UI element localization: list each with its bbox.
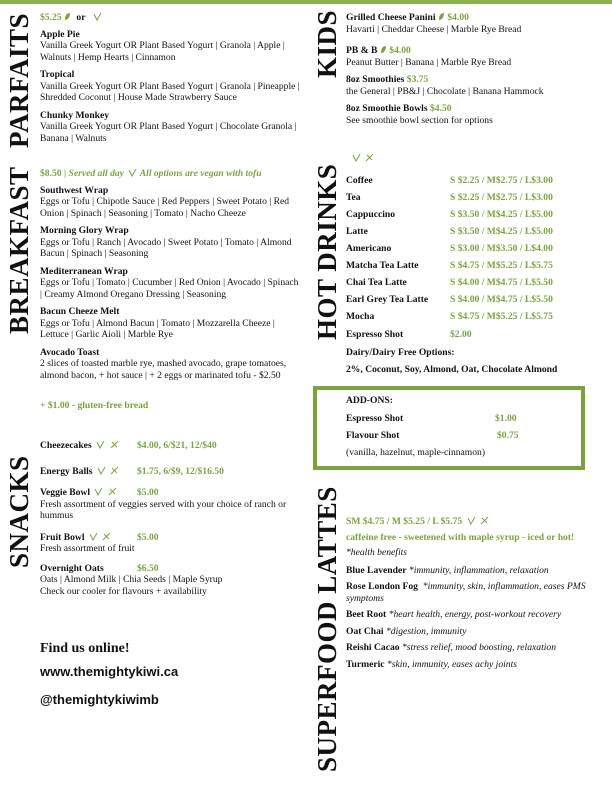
item-desc: See smoothie bowl section for options	[346, 114, 493, 126]
find-us-online: Find us online!	[40, 641, 130, 656]
item-name: PB & B	[346, 45, 378, 56]
section-title-snacks: SNACKS	[4, 455, 34, 568]
item-name: Fruit Bowl	[40, 531, 85, 543]
menu-item	[40, 347, 302, 382]
menu-item	[40, 563, 302, 598]
drink-price: S $4.00 / M$4.75 / L$5.50	[450, 277, 553, 288]
latte-benefits: *immunity, skin, inflammation, eases PMS symptoms	[346, 581, 586, 604]
latte-item	[346, 565, 608, 577]
breakfast-section	[40, 168, 302, 387]
drink-row	[346, 175, 606, 189]
addon-name: Espresso Shot	[346, 413, 404, 424]
latte-item	[346, 642, 608, 654]
menu-item	[40, 306, 302, 341]
item-name: Cheezecakes	[40, 440, 92, 451]
drink-name: Espresso Shot	[346, 329, 404, 340]
item-name: Chunky Monkey	[40, 109, 110, 121]
item-name: Energy Balls	[40, 466, 93, 477]
drink-price: S $3.50 / M$4.25 / L$5.00	[450, 226, 553, 237]
drink-row	[346, 329, 606, 343]
latte-item	[346, 581, 608, 604]
item-desc: Eggs or Tofu | Tomato | Cucumber | Red Onion | Avocado | Spinach | Creamy Almond Oregano Dressing | Seasoning	[40, 277, 299, 300]
menu-item	[40, 266, 302, 301]
parfaits-or: or	[76, 12, 86, 23]
drink-price: S $4.75 / M$5.25 / L$5.75	[450, 260, 553, 271]
latte-benefits: *immunity, inflammation, relaxation	[408, 564, 549, 576]
vegan-icon	[93, 12, 102, 21]
drink-price: S $4.75 / M$5.25 / L$5.75	[450, 311, 553, 322]
drink-row	[346, 226, 606, 240]
parfaits-price: $5.25	[40, 12, 62, 23]
item-name: Morning Glory Wrap	[40, 225, 129, 236]
section-title-hot-drinks: HOT DRINKS	[312, 163, 342, 340]
item-desc: Vanilla Greek Yogurt OR Plant Based Yogurt | Granola | Apple | Walnuts | Hemp Hearts | Cinnamon	[40, 40, 285, 63]
menu-item	[40, 29, 302, 64]
addon-note: (vanilla, hazelnut, maple-cinnamon)	[346, 447, 486, 458]
item-name: Bacun Cheeze Melt	[40, 306, 120, 317]
leaf-icon	[64, 12, 71, 21]
menu-item	[40, 487, 302, 522]
item-name: Avocado Toast	[40, 346, 100, 358]
item-price: $6.50	[137, 562, 159, 574]
section-title-kids: KIDS	[312, 9, 342, 78]
item-name: Southwest Wrap	[40, 184, 109, 196]
item-price: $4.00	[389, 45, 411, 56]
gluten-free-note: + $1.00 - gluten-free bread	[40, 400, 149, 411]
superfood-section	[346, 516, 608, 675]
item-desc-2: Check our cooler for flavours + availability	[40, 585, 207, 597]
superfood-price: SM $4.75 / M $5.25 / L $5.75	[346, 516, 463, 527]
item-desc: Eggs or Tofu | Ranch | Avocado | Sweet Potato | Tomato | Almond Bacun | Spinach | Seasoning	[40, 236, 292, 259]
top-accent-bar	[0, 0, 612, 4]
addon-price: $1.00	[495, 413, 517, 424]
item-desc: Eggs or Tofu | Chipotle Sauce | Red Peppers | Sweet Potato | Red Onion | Spinach | Seasoning | Tomato | Nacho Cheeze	[40, 196, 290, 219]
item-price: $3.75	[406, 74, 429, 85]
leaf-icon	[380, 45, 387, 54]
item-desc: Oats | Almond Milk | Chia Seeds | Maple Syrup	[40, 574, 223, 585]
latte-item	[346, 609, 608, 621]
item-name: Tropical	[40, 69, 75, 80]
item-desc: Fresh assortment of veggies served with your choice of ranch or hummus	[40, 498, 287, 521]
item-price: $1.75, 6/$9, 12/$16.50	[137, 466, 224, 477]
breakfast-price: $8.50 |	[40, 168, 67, 179]
gluten-free-icon	[365, 153, 374, 162]
drink-name: Chai Tea Latte	[346, 277, 407, 288]
item-desc: Fresh assortment of fruit	[40, 543, 135, 554]
menu-item	[40, 69, 302, 104]
latte-item	[346, 659, 608, 671]
dairy-options-list: 2%, Coconut, Soy, Almond, Oat, Chocolate Almond	[346, 364, 558, 375]
drink-row	[346, 277, 606, 291]
latte-name: Oat Chai	[346, 625, 384, 637]
drink-row	[346, 260, 606, 274]
menu-item	[346, 12, 606, 35]
menu-item	[40, 110, 302, 145]
item-price: $5.00	[137, 487, 159, 498]
drink-price: $2.00	[450, 329, 472, 340]
item-name: Apple Pie	[40, 28, 80, 40]
drink-name: Matcha Tea Latte	[346, 260, 419, 271]
vegan-icon	[467, 516, 476, 525]
drink-price: S $4.00 / M$4.75 / L$5.50	[450, 294, 553, 305]
drink-name: Tea	[346, 192, 361, 203]
drink-name: Latte	[346, 226, 368, 237]
superfood-benefits-note: *health benefits	[346, 547, 408, 558]
item-desc: Eggs or Tofu | Almond Bacun | Tomato | Mozzarella Cheeze | Lettuce | Garlic Aioli | Marble Rye	[40, 317, 275, 340]
drink-price: S $2.25 / M$2.75 / L$3.00	[450, 175, 553, 186]
addons-box	[313, 386, 585, 470]
item-desc: the General | PB&J | Chocolate | Banana Hammock	[346, 85, 544, 97]
vegan-icon	[89, 532, 98, 541]
hot-drinks-icons	[350, 153, 374, 165]
latte-item	[346, 626, 608, 638]
menu-item	[346, 103, 606, 126]
item-name: Overnight Oats	[40, 562, 104, 574]
addon-name: Flavour Shot	[346, 430, 400, 441]
menu-item	[346, 74, 606, 97]
item-desc: 2 slices of toasted marble rye, mashed avocado, grape tomatoes, almond bacon, + hot sauce | + 2 eggs or marinated tofu - $2.50	[40, 358, 287, 381]
social-handle[interactable]: @themightykiwimb	[40, 692, 159, 707]
drink-name: Cappuccino	[346, 209, 396, 220]
drink-name: Coffee	[346, 175, 373, 186]
drink-price: S $3.50 / M$4.25 / L$5.00	[450, 209, 553, 220]
gluten-free-icon	[108, 487, 117, 496]
menu-item	[40, 440, 302, 466]
latte-benefits: *heart health, energy, post-workout recovery	[388, 609, 562, 620]
latte-name: Beet Root	[346, 609, 387, 620]
drink-row	[346, 209, 606, 223]
drink-price: S $3.00 / M$3.50 / L$4.00	[450, 243, 553, 254]
latte-name: Reishi Cacao	[346, 642, 400, 653]
dairy-options-title: Dairy/Dairy Free Options:	[346, 347, 455, 358]
menu-item	[40, 466, 302, 487]
item-price: $4.50	[429, 103, 452, 114]
gluten-free-icon	[110, 440, 119, 449]
item-desc: Havarti | Cheddar Cheese | Marble Rye Bread	[346, 23, 522, 35]
gluten-free-icon	[110, 466, 119, 475]
menu-item	[346, 45, 606, 68]
vegan-icon	[96, 440, 105, 449]
item-name: 8oz Smoothie Bowls	[346, 103, 428, 114]
latte-name: Turmeric	[346, 658, 385, 670]
website-link[interactable]: www.themightykiwi.ca	[40, 664, 179, 679]
gluten-free-icon	[480, 516, 489, 525]
vegan-icon	[97, 466, 106, 475]
vegan-icon	[352, 153, 361, 162]
vegan-icon	[128, 168, 137, 177]
item-price: $4.00	[447, 12, 469, 23]
item-name: Mediterranean Wrap	[40, 265, 128, 277]
item-desc: Vanilla Greek Yogurt OR Plant Based Yogurt | Granola | Pineapple | Shredded Coconut | House Made Strawberry Sauce	[40, 80, 300, 103]
item-name: Grilled Cheese Panini	[346, 12, 436, 23]
latte-name: Rose London Fog	[346, 581, 418, 592]
section-title-parfaits: PARFAITS	[4, 12, 34, 148]
breakfast-vegan-note: All options are vegan with tofu	[139, 168, 262, 179]
addon-price: $0.75	[497, 430, 519, 441]
latte-benefits: *digestion, immunity	[386, 625, 467, 637]
kids-section	[346, 12, 606, 132]
item-name: Veggie Bowl	[40, 487, 91, 498]
addons-title: ADD-ONS:	[346, 395, 393, 406]
menu-item	[40, 225, 302, 260]
item-desc: Peanut Butter | Banana | Marble Rye Bread	[346, 56, 512, 68]
menu-item	[40, 185, 302, 220]
latte-benefits: *skin, immunity, eases achy joints	[386, 658, 517, 670]
latte-benefits: *stress relief, mood boosting, relaxation	[401, 642, 556, 653]
item-name: 8oz Smoothies	[346, 74, 405, 85]
snacks-section	[40, 440, 302, 597]
parfaits-section	[40, 12, 302, 150]
drink-row	[346, 294, 606, 308]
breakfast-served: Served all day	[68, 168, 124, 179]
drink-name: Earl Grey Tea Latte	[346, 294, 429, 305]
section-title-superfood-lattes: SUPERFOOD LATTES	[312, 486, 342, 772]
leaf-icon	[438, 12, 445, 21]
section-title-breakfast: BREAKFAST	[4, 166, 34, 334]
item-desc: Vanilla Greek Yogurt OR Plant Based Yogurt | Chocolate Granola | Banana | Walnuts	[40, 121, 297, 144]
gluten-free-icon	[102, 532, 111, 541]
drink-name: Mocha	[346, 311, 375, 322]
menu-item	[40, 532, 302, 555]
vegan-icon	[94, 487, 103, 496]
superfood-tagline: caffeine free - sweetened with maple syrup - iced or hot!	[346, 531, 575, 543]
drink-row	[346, 192, 606, 206]
item-price: $4.00, 6/$21, 12/$40	[137, 440, 217, 451]
drink-price: S $2.25 / M$2.75 / L$3.00	[450, 192, 553, 203]
drink-row	[346, 243, 606, 257]
latte-name: Blue Lavender	[346, 564, 407, 576]
drink-name: Americano	[346, 243, 392, 254]
item-price: $5.00	[137, 531, 159, 543]
drink-row	[346, 311, 606, 325]
